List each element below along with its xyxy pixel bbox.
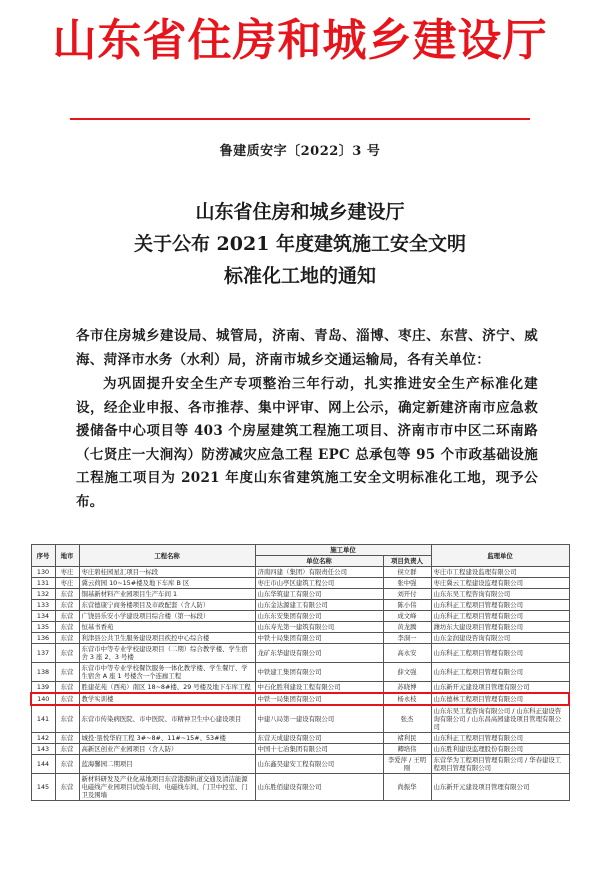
row-project: 东营市中等专业学校餐饮服务一体化教学楼、学生餐厅、学生宿舍 A 座 1 号楼含一个连廊工程 xyxy=(79,663,255,682)
row-project: 高新区创业产业园项目（含人防） xyxy=(79,744,255,755)
row-project: 冀云荷园 10~15#楼及地下车库 B 区 xyxy=(79,578,255,589)
row-unit: 山东华筑建工有限公司 xyxy=(255,589,383,600)
table-row xyxy=(31,600,569,611)
row-unit: 东营天成建设有限公司 xyxy=(255,733,383,744)
row-seq: 131 xyxy=(31,578,55,589)
notice-title xyxy=(0,196,600,292)
row-city: 东营 xyxy=(55,622,79,633)
row-manager: 杨永枝 xyxy=(383,693,431,705)
row-supervisor: 山东科正工程项目管理有限公司 xyxy=(431,611,569,622)
row-project: 恒基书香苑 xyxy=(79,622,255,633)
header-manager: 项目负责人 xyxy=(383,556,431,567)
header-construction-group: 施工单位 xyxy=(255,545,431,556)
row-unit: 中石化胜利建设工程有限公司 xyxy=(255,682,383,694)
project-list-table xyxy=(30,544,570,801)
row-supervisor: 枣庄市工程建设监理有限公司 xyxy=(431,567,569,578)
row-unit: 山东东安集团有限公司 xyxy=(255,611,383,622)
row-manager: 张中强 xyxy=(383,578,431,589)
row-city: 东营 xyxy=(55,600,79,611)
row-seq: 141 xyxy=(31,705,55,733)
row-unit: 枣庄市山亭区建筑工程公司 xyxy=(255,578,383,589)
notice-title-line: 标准化工地的通知 xyxy=(223,265,376,287)
row-seq: 140 xyxy=(31,693,55,705)
row-manager: 成文峰 xyxy=(383,611,431,622)
row-seq: 132 xyxy=(31,589,55,600)
row-unit: 山东鑫昊建安工程有限公司 xyxy=(255,755,383,774)
row-project: 东营市传染病医院、市中医院、市精神卫生中心建设项目 xyxy=(79,705,255,733)
row-supervisor: 山东胜利建设监理股份有限公司 xyxy=(431,744,569,755)
row-city: 枣庄 xyxy=(55,567,79,578)
row-project: 铜基新材料产业园项目生产车间 1 xyxy=(79,589,255,600)
row-seq: 134 xyxy=(31,611,55,622)
row-seq: 130 xyxy=(31,567,55,578)
row-city: 东营 xyxy=(55,589,79,600)
row-city: 东营 xyxy=(55,774,79,801)
row-supervisor: 山东科正工程项目管理有限公司 xyxy=(431,644,569,663)
row-unit: 中国十七冶集团有限公司 xyxy=(255,744,383,755)
row-project: 枣庄碧桂园星汇项目一标段 xyxy=(79,567,255,578)
row-city: 东营 xyxy=(55,644,79,663)
row-project: 教学实训楼 xyxy=(79,693,255,705)
table-row xyxy=(31,774,569,801)
row-city: 东营 xyxy=(55,744,79,755)
recipients-paragraph: 各市住房城乡建设局、城管局，济南、青岛、淄博、枣庄、东营、济宁、威海、菏泽市水务（水利）局，济南市城乡交通运输局，各有关单位： xyxy=(76,328,538,368)
table-row xyxy=(31,755,569,774)
row-manager: 尚振华 xyxy=(383,774,431,801)
row-unit: 中铁建工集团有限公司 xyxy=(255,663,383,682)
row-project: 新材料研发及产业化基地项目东营港源轨道交通及清洁能源电磁线产业园项目试验车间、电磁线车间、门卫中控室、门卫及围墙 xyxy=(79,774,255,801)
row-supervisor: 潍坊东大建设项目管理有限公司 xyxy=(431,622,569,633)
row-supervisor: 山东科正工程项目管理有限公司 xyxy=(431,733,569,744)
table-row xyxy=(31,611,569,622)
row-seq: 143 xyxy=(31,744,55,755)
row-city: 东营 xyxy=(55,755,79,774)
header-supervisor: 监理单位 xyxy=(431,545,569,567)
row-project: 东营市中等专业学校建设项目（二期）综合教学楼、学生宿舍 3 座 2、3 号楼 xyxy=(79,644,255,663)
row-seq: 139 xyxy=(31,682,55,694)
row-manager: 苏晓博 xyxy=(383,682,431,694)
row-seq: 133 xyxy=(31,600,55,611)
table-row xyxy=(31,644,569,663)
row-seq: 138 xyxy=(31,663,55,682)
notice-title-line: 关于公布 2021 年度建筑施工安全文明 xyxy=(133,233,467,255)
row-supervisor: 山东东吴工程咨询有限公司 xyxy=(431,589,569,600)
row-city: 东营 xyxy=(55,633,79,644)
row-city: 东营 xyxy=(55,705,79,733)
row-unit: 山东寿光第一建筑有限公司 xyxy=(255,622,383,633)
row-unit: 龙矿东华建设有限公司 xyxy=(255,644,383,663)
row-supervisor: 山东科正工程项目管理有限公司 xyxy=(431,600,569,611)
row-unit: 中铁十局集团有限公司 xyxy=(255,633,383,644)
row-city: 东营 xyxy=(55,611,79,622)
row-project: 广饶县乐安小学建设项目综合楼（第一标段） xyxy=(79,611,255,622)
row-unit: 济南四建（集团）有限责任公司 xyxy=(255,567,383,578)
row-city: 东营 xyxy=(55,663,79,682)
row-manager: 李洞一 xyxy=(383,633,431,644)
row-supervisor: 山东科正工程项目管理有限公司 xyxy=(431,663,569,682)
row-project: 东营德康宁商务楼项目及市政配套（含人防） xyxy=(79,600,255,611)
table-row xyxy=(31,682,569,694)
row-project: 蓝海馨园二期项目 xyxy=(79,755,255,774)
row-manager: 刘开付 xyxy=(383,589,431,600)
table-row xyxy=(31,589,569,600)
row-project: 城投·垦悦华府工程 3#~8#、11#~15#、53#楼 xyxy=(79,733,255,744)
row-unit: 山东金达源建工有限公司 xyxy=(255,600,383,611)
row-seq: 137 xyxy=(31,644,55,663)
row-manager: 黄龙腾 xyxy=(383,622,431,633)
row-manager: 褚利民 xyxy=(383,733,431,744)
row-project: 胜建花苑（西苑）南区 18~8#楼、29 号楼及地下车库工程 xyxy=(79,682,255,694)
row-manager: 薛文强 xyxy=(383,663,431,682)
table-row xyxy=(31,567,569,578)
row-supervisor: 东营华为工程项目管理有限公司 / 华春建设工程项目管理有限公司 xyxy=(431,755,569,774)
header-seq: 序号 xyxy=(31,545,55,567)
header-project: 工程名称 xyxy=(79,545,255,567)
row-manager: 卿培伟 xyxy=(383,744,431,755)
table-row xyxy=(31,578,569,589)
header-unit-name: 单位名称 xyxy=(255,556,383,567)
table-row xyxy=(31,744,569,755)
announcement-paragraph: 为巩固提升安全生产专项整治三年行动，扎实推进安全生产标准化建设，经企业申报、各市推荐、集中评审、网上公示，确定新建济南市应急救援储备中心项目等 403 个房屋建筑工程施工项目、济南市市中区二环南路（七贤庄一大涧沟）防涝减灾应急工程 EPC 总承包等 95 个市政基础设施工程施工项目为 2021 年度山东省建筑施工安全文明标准化工地，现予公布。 xyxy=(76,376,538,510)
row-supervisor: 山东新开元建设项目管理有限公司 xyxy=(431,774,569,801)
row-supervisor: 山东德林工程项目管理有限公司 xyxy=(431,693,569,705)
row-seq: 144 xyxy=(31,755,55,774)
row-seq: 135 xyxy=(31,622,55,633)
row-supervisor: 山东新开元建设项目管理有限公司 xyxy=(431,682,569,694)
row-supervisor: 枣庄冀云工程建设监理有限公司 xyxy=(431,578,569,589)
issuer-letterhead: 山东省住房和城乡建设厅 xyxy=(52,15,548,66)
row-unit: 山东胜佰建设有限公司 xyxy=(255,774,383,801)
row-city: 东营 xyxy=(55,733,79,744)
row-supervisor: 山东金润建设咨询有限公司 xyxy=(431,633,569,644)
row-manager: 侯立群 xyxy=(383,567,431,578)
row-city: 东营 xyxy=(55,693,79,705)
table-row xyxy=(31,663,569,682)
letterhead-divider xyxy=(70,118,530,120)
table-row xyxy=(31,733,569,744)
row-seq: 136 xyxy=(31,633,55,644)
row-project: 利津县公共卫生服务建设项目疾控中心综合楼 xyxy=(79,633,255,644)
row-manager: 张杰 xyxy=(383,705,431,733)
row-manager: 陈小伟 xyxy=(383,600,431,611)
row-unit: 中铁一局集团有限公司 xyxy=(255,693,383,705)
notice-title-line: 山东省住房和城乡建设厅 xyxy=(195,201,405,223)
row-supervisor: 山东东吴工程咨询有限公司 / 山东科正建设咨询有限公司 / 山东昌高园建设项目管理有限公司 xyxy=(431,705,569,733)
table-row xyxy=(31,705,569,733)
header-city: 地市 xyxy=(55,545,79,567)
document-number: 鲁建质安字〔2022〕3 号 xyxy=(219,144,381,159)
row-unit: 中建八局第一建设有限公司 xyxy=(255,705,383,733)
table-row xyxy=(31,693,569,705)
row-seq: 142 xyxy=(31,733,55,744)
row-city: 东营 xyxy=(55,682,79,694)
row-city: 枣庄 xyxy=(55,578,79,589)
row-seq: 145 xyxy=(31,774,55,801)
table-row xyxy=(31,622,569,633)
table-row xyxy=(31,633,569,644)
row-manager: 高永安 xyxy=(383,644,431,663)
row-manager: 李爱萍 / 王明刚 xyxy=(383,755,431,774)
